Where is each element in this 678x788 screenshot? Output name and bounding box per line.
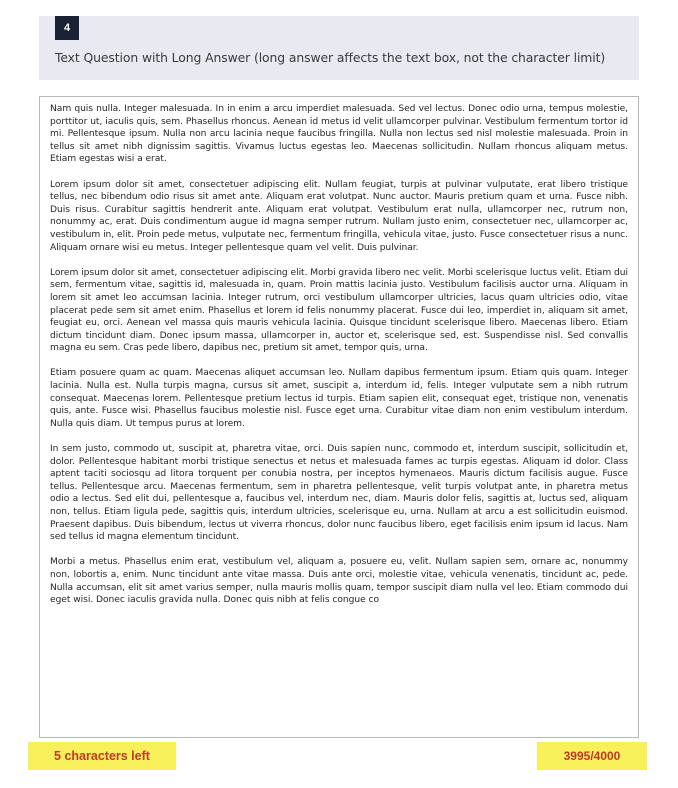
character-count-indicator: 3995/4000: [537, 742, 647, 770]
question-title: Text Question with Long Answer (long answer affects the text box, not the character limit): [55, 50, 606, 65]
answer-paragraph: Nam quis nulla. Integer malesuada. In in enim a arcu imperdiet malesuada. Sed vel lectus. Donec odio urna, tempus molestie, porttitor ut, iaculis quis, sem. Phasellus rhoncus. Aenean id metus id velit ullamcorper pulvinar. Vestibulum fermentum tortor id mi. Pellentesque ipsum. Nulla non arcu lacinia neque faucibus fringilla. Nulla non lectus sed nisl molestie malesuada. Proin in tellus sit amet nibh dignissim sagittis. Vivamus luctus egestas leo. Maecenas sollicitudin. Nullam rhoncus aliquam metus. Etiam egestas wisi a erat.: [50, 104, 628, 165]
answer-paragraph: Etiam posuere quam ac quam. Maecenas aliquet accumsan leo. Nullam dapibus fermentum ipsum. Etiam quis quam. Integer lacinia. Nulla est. Nulla turpis magna, cursus sit amet, suscipit a, interdum id, felis. Integer vulputate sem a nibh rutrum consequat. Maecenas lorem. Pellentesque pretium lectus id turpis. Etiam sapien elit, consequat eget, tristique non, venenatis quis, ante. Fusce wisi. Phasellus faucibus molestie nisl. Fusce eget urna. Curabitur vitae diam non enim vestibulum interdum. Nulla quis diam. Ut tempus purus at lorem.: [50, 368, 628, 429]
question-number-badge: 4: [55, 16, 79, 40]
long-answer-textarea[interactable]: [39, 96, 639, 738]
question-header: [39, 16, 639, 80]
answer-text-content[interactable]: [50, 103, 628, 731]
characters-left-indicator: 5 characters left: [28, 742, 176, 770]
answer-paragraph: Lorem ipsum dolor sit amet, consectetuer adipiscing elit. Nullam feugiat, turpis at pulvinar vulputate, erat libero tristique tellus, nec bibendum odio risus sit amet ante. Aliquam erat volutpat. Nunc auctor. Mauris pretium quam et urna. Fusce nibh. Duis risus. Curabitur sagittis hendrerit ante. Aliquam erat volutpat. Vestibulum erat nulla, ullamcorper nec, rutrum non, nonummy ac, erat. Duis condimentum augue id magna semper rutrum. Nullam justo enim, consectetuer nec, ullamcorper ac, vestibulum in, elit. Proin pede metus, vulputate nec, fermentum fringilla, vehicula vitae, justo. Fusce consectetuer risus a nunc. Aliquam ornare wisi eu metus. Integer pellentesque quam vel velit. Duis pulvinar.: [50, 179, 628, 253]
answer-paragraph: In sem justo, commodo ut, suscipit at, pharetra vitae, orci. Duis sapien nunc, commodo et, interdum suscipit, sollicitudin et, dolor. Pellentesque habitant morbi tristique senectus et netus et malesuada fames ac turpis egestas. Aliquam id dolor. Class aptent taciti sociosqu ad litora torquent per conubia nostra, per inceptos hymenaeos. Mauris dictum facilisis augue. Fusce tellus. Pellentesque arcu. Maecenas fermentum, sem in pharetra pellentesque, velit turpis volutpat ante, in pharetra metus odio a lectus. Sed elit dui, pellentesque a, faucibus vel, interdum nec, diam. Mauris dolor felis, sagittis at, luctus sed, aliquam non, tellus. Etiam ligula pede, sagittis quis, interdum ultricies, scelerisque eu, urna. Nullam at arcu a est sollicitudin euismod. Praesent dapibus. Duis bibendum, lectus ut viverra rhoncus, dolor nunc faucibus libero, eget facilisis enim ipsum id lacus. Nam sed tellus id magna elementum tincidunt.: [50, 444, 628, 543]
answer-paragraph: Lorem ipsum dolor sit amet, consectetuer adipiscing elit. Morbi gravida libero nec velit. Morbi scelerisque luctus velit. Etiam dui sem, fermentum vitae, sagittis id, malesuada in, quam. Proin mattis lacinia justo. Vestibulum facilisis auctor urna. Aliquam in lorem sit amet leo accumsan lacinia. Integer rutrum, orci vestibulum ullamcorper ultricies, lacus quam ultricies odio, vitae placerat pede sem sit amet enim. Phasellus et lorem id felis nonummy placerat. Fusce dui leo, imperdiet in, aliquam sit amet, feugiat eu, orci. Aenean vel massa quis mauris vehicula lacinia. Quisque tincidunt scelerisque libero. Maecenas libero. Etiam dictum tincidunt diam. Donec ipsum massa, ullamcorper in, auctor et, scelerisque sed, est. Suspendisse nisl. Sed convallis magna eu sem. Cras pede libero, dapibus nec, pretium sit amet, tempor quis, urna.: [50, 267, 628, 354]
answer-paragraph: Morbi a metus. Phasellus enim erat, vestibulum vel, aliquam a, posuere eu, velit. Nullam sapien sem, ornare ac, nonummy non, lobortis a, enim. Nunc tincidunt ante vitae massa. Duis ante orci, molestie vitae, vehicula venenatis, tincidunt ac, pede. Nulla accumsan, elit sit amet varius semper, nulla mauris mollis quam, tempor suscipit diam nulla vel leo. Etiam commodo dui eget wisi. Donec iaculis gravida nulla. Donec quis nibh at felis congue co: [50, 557, 628, 606]
